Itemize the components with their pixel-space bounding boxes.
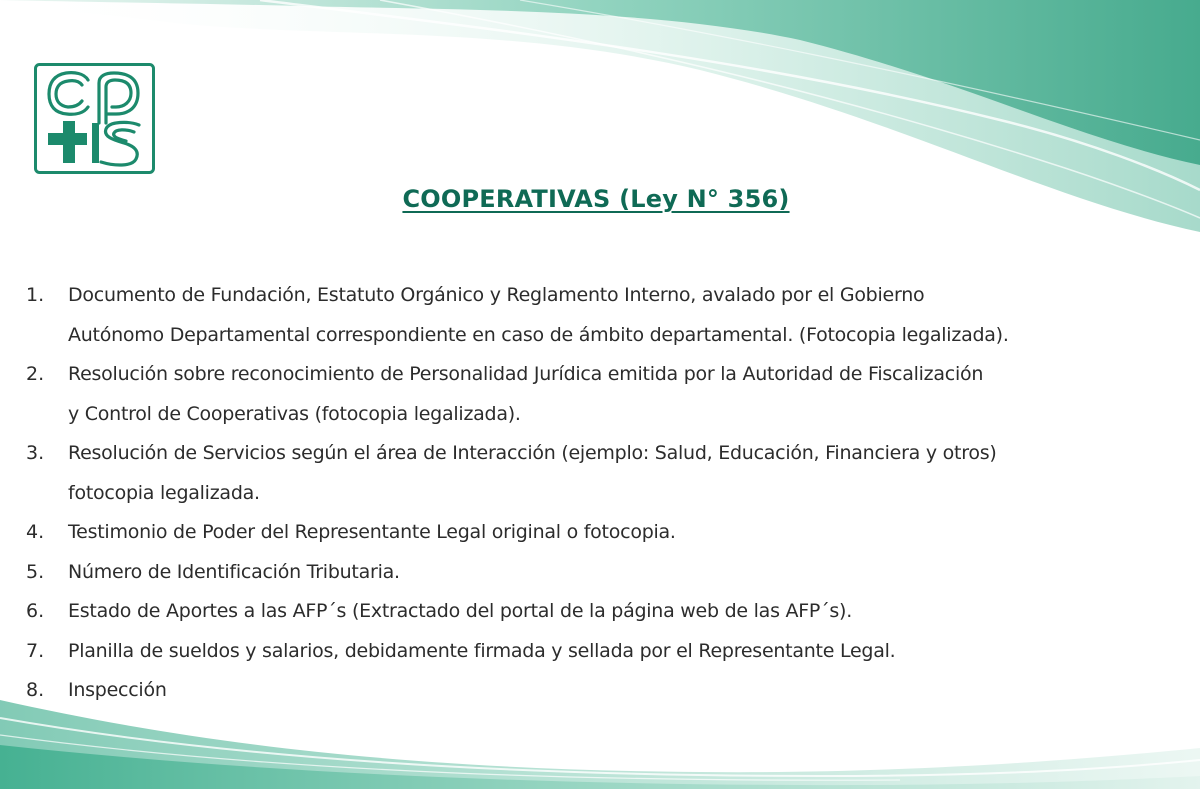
requirements-list xyxy=(26,276,1176,711)
cps-cross-logo-icon xyxy=(34,63,155,174)
list-item-text xyxy=(68,553,1176,593)
list-item-line: Resolución de Servicios según el área de Interacción (ejemplo: Salud, Educación, Financiera y otros) xyxy=(68,442,997,464)
list-item xyxy=(26,592,1176,632)
list-item-line: Planilla de sueldos y salarios, debidamente firmada y sellada por el Representante Legal. xyxy=(68,639,896,662)
list-item-line: Resolución sobre reconocimiento de Personalidad Jurídica emitida por la Autoridad de Fiscalización xyxy=(68,363,984,385)
list-item-number: 5. xyxy=(26,560,45,583)
list-item xyxy=(26,671,1176,711)
list-item-number: 6. xyxy=(26,600,45,622)
page-title-container xyxy=(0,185,1192,213)
list-item-line: Inspección xyxy=(68,679,167,701)
list-item xyxy=(26,276,1176,355)
list-item-text xyxy=(68,276,1176,355)
list-item-text xyxy=(68,513,1176,553)
list-item-text xyxy=(68,355,1176,434)
list-item-text xyxy=(68,434,1176,513)
page-title: COOPERATIVAS (Ley N° 356) xyxy=(402,185,790,213)
list-item-line: Autónomo Departamental correspondiente en caso de ámbito departamental. (Fotocopia legalizada). xyxy=(68,323,1009,346)
list-item xyxy=(26,553,1176,593)
list-item-number: 2. xyxy=(26,363,45,385)
list-item-number: 1. xyxy=(26,284,45,306)
list-item-number: 4. xyxy=(26,521,45,543)
list-item xyxy=(26,513,1176,553)
list-item xyxy=(26,632,1176,672)
list-item-text xyxy=(68,632,1176,672)
list-item-number: 8. xyxy=(26,679,45,701)
list-item-line: Testimonio de Poder del Representante Legal original o fotocopia. xyxy=(68,521,676,543)
list-item-text xyxy=(68,671,1176,711)
list-item-number: 3. xyxy=(26,442,45,464)
list-item-line: y Control de Cooperativas (fotocopia legalizada). xyxy=(68,402,521,425)
list-item-line: fotocopia legalizada. xyxy=(68,481,260,504)
list-item xyxy=(26,355,1176,434)
list-item-line: Número de Identificación Tributaria. xyxy=(68,560,400,583)
list-item-line: Documento de Fundación, Estatuto Orgánico y Reglamento Interno, avalado por el Gobierno xyxy=(68,284,925,306)
list-item-line: Estado de Aportes a las AFP´s (Extractado del portal de la página web de las AFP´s). xyxy=(68,600,852,622)
list-item-number: 7. xyxy=(26,639,45,662)
list-item-text xyxy=(68,592,1176,632)
list-item xyxy=(26,434,1176,513)
